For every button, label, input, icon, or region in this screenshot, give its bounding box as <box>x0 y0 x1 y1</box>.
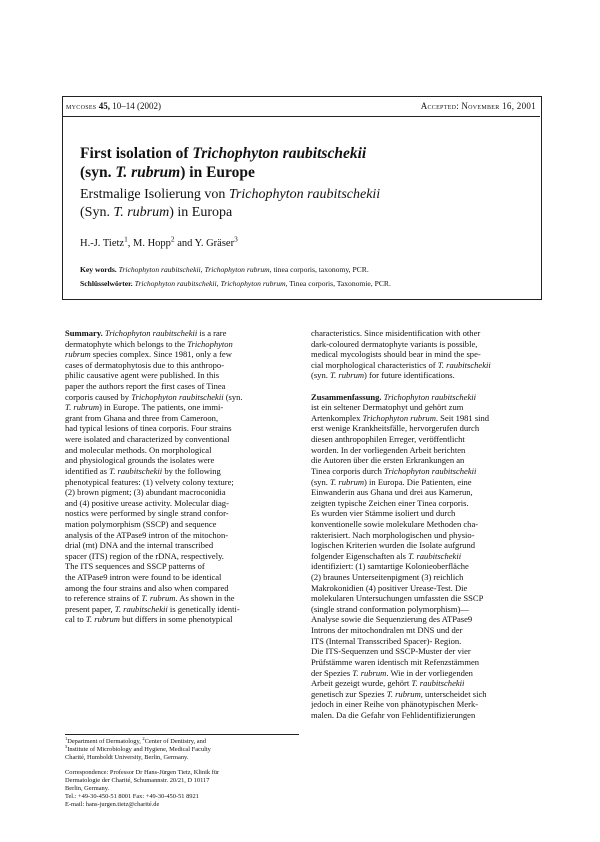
title-german <box>80 186 520 222</box>
text-line <box>311 689 537 700</box>
text-run: Artenkomplex <box>311 412 363 423</box>
text-line <box>311 392 537 403</box>
text-run: Tinea corporis durch <box>311 465 385 476</box>
text-run: ) in Europa. Die Patienten, eine <box>364 476 472 487</box>
text-run: . Wie in der vorliegenden <box>386 667 473 678</box>
text-line: erst wenige Krankheitsfälle, hervorgerufen durch <box>311 423 480 434</box>
summary-column <box>65 328 299 625</box>
text-line: Introns der mitochondralen mt DNS und der <box>311 625 463 636</box>
title-en-prefix: First isolation of <box>80 145 189 162</box>
species-name: T. rubrum <box>386 688 421 699</box>
title-de-syn-close: ) in Europa <box>169 205 233 220</box>
text-run: species complex. Since 1981, only a few <box>90 349 232 360</box>
journal-name: mycoses <box>66 101 97 111</box>
text-run: by the following <box>162 465 221 476</box>
text-run: . Seit 1981 sind <box>435 412 490 423</box>
text-line: The ITS sequences and SSCP patterns of <box>65 561 205 572</box>
text-line <box>65 328 299 339</box>
title-de-species: Trichophyton raubitschekii <box>228 187 381 202</box>
text-line: die Autoren über die ersten Erkrankungen an <box>311 455 465 466</box>
text-run: (syn. <box>311 370 330 381</box>
text-line <box>65 349 299 360</box>
text-line: konventionelle sowie molekulare Methoden cha- <box>311 518 479 529</box>
text-line <box>65 339 299 350</box>
species-name: T. rubrum <box>141 593 176 604</box>
text-run: , unterscheidet sich <box>420 688 487 699</box>
schluesselwoerter-label: Schlüsselwörter. <box>80 279 133 288</box>
affil-mark: 1 <box>65 735 68 741</box>
summary-label: Summary. <box>65 328 103 338</box>
keywords-english <box>80 265 520 275</box>
author-graser: and Y. Gräser <box>174 238 235 249</box>
text-line: logischen Kriterien wurden die Isolate aufgrund <box>311 540 475 551</box>
species-name: T. raubitschekii <box>408 550 462 561</box>
text-line: identifiziert: (1) samtartige Kolonieoberfläche <box>311 561 469 572</box>
species-name: T. rubrum <box>330 476 365 487</box>
text-line: molekularen Untersuchungen umfassten die SSCP <box>311 593 484 604</box>
text-line: the ATPase9 intron were found to be identical <box>65 572 222 583</box>
text-line: and molecular methods. On morphological <box>65 444 212 455</box>
text-line: (single strand conformation polymorphism)— <box>311 603 469 614</box>
text-line: Einwanderin aus Ghana und drei aus Kamerun, <box>311 487 473 498</box>
text-line <box>65 614 299 625</box>
text-run: but differs in some phenotypical <box>119 614 233 625</box>
accepted-date-line <box>421 101 536 111</box>
species-name: Trichophyton raubitschekii <box>104 328 198 338</box>
affiliation-text: Center of Dentistry, and <box>144 738 207 745</box>
affiliation-footnote <box>65 735 299 762</box>
text-run: genetisch zur Spezies <box>311 688 387 699</box>
text-run: corporis caused by <box>65 391 132 402</box>
text-line: and physiological grounds the isolates were <box>65 455 215 466</box>
correspondence-line: Correspondence: Professor Dr Hans-Jürgen Tietz, Klinik für <box>65 769 220 776</box>
species-name: T. rubrum <box>65 402 100 413</box>
text-run: (syn. <box>223 391 243 402</box>
text-run: folgender Eigenschaften als <box>311 550 409 561</box>
text-line: had typical lesions of tinea corporis. Four strains <box>65 423 232 434</box>
text-line <box>65 402 299 413</box>
title-de-syn-open: (Syn. <box>80 205 110 220</box>
keyword-separator: , <box>216 279 221 288</box>
text-line: ist ein seltener Dermatophyt und gehört zum <box>311 402 464 413</box>
text-run: Arbeit gezeigt wurde, gehört <box>311 678 412 689</box>
species-name: Trichophyton raubitschekii <box>383 391 477 402</box>
title-en-syn-open: (syn. <box>80 164 112 181</box>
text-line <box>311 551 537 562</box>
text-line: were isolated and characterized by conventional <box>65 434 230 445</box>
species-name: rubrum <box>65 349 91 360</box>
species-name: T. raubitschekii <box>411 678 465 689</box>
text-run: cial morphological characteristics of <box>311 359 438 370</box>
title-de-syn-species: T. rubrum <box>113 205 170 220</box>
text-line: characteristics. Since misidentification with other <box>311 328 481 338</box>
title-en-syn-close: ) in Europe <box>180 164 255 181</box>
text-line <box>65 593 299 604</box>
text-line: jedoch in einer Reihe von phänotypischen Merk- <box>311 699 479 710</box>
text-line: paper the authors report the first cases of Tinea <box>65 381 226 392</box>
text-run: ) for future identifications. <box>364 370 455 381</box>
species-name: T. raubitschekii <box>437 359 491 370</box>
keyword-term: Trichophyton rubrum <box>220 279 286 288</box>
keyword-rest: , tinea corporis, taxonomy, PCR. <box>269 265 369 274</box>
text-run: present paper, <box>65 603 115 614</box>
text-line: dark-coloured dermatophyte variants is possible, <box>311 338 478 349</box>
species-name: Trichophyton rubrum <box>362 412 436 423</box>
text-run: cal to <box>65 614 86 625</box>
affiliation-text: Charité, Humboldt University, Berlin, Germany. <box>65 754 189 762</box>
text-line <box>311 370 537 381</box>
author-affil-mark: 3 <box>234 234 238 244</box>
text-line <box>311 678 537 689</box>
text-line <box>311 466 537 477</box>
text-line: and (4) positive urease activity. Molecular diag- <box>65 497 229 508</box>
text-line <box>65 604 299 615</box>
phone-fax-line: Tel.: +49-30-450-51 8001 Fax: +49-30-450-51 8921 <box>65 793 199 801</box>
text-run: identified as <box>65 465 110 476</box>
header-divider <box>62 116 540 117</box>
accepted-label: Accepted: <box>420 101 460 111</box>
keyword-separator: , <box>200 265 205 274</box>
author-list <box>80 234 238 249</box>
affil-mark: 3 <box>65 743 68 749</box>
text-line: Es wurden vier Stämme isoliert und durch <box>311 508 456 519</box>
title-de-prefix: Erstmalige Isolierung von <box>80 187 226 202</box>
title-english <box>80 144 520 182</box>
text-line: Die ITS-Sequenzen und SSCP-Muster der vier <box>311 646 471 657</box>
text-line: rakterisiert. Nach morphologischen und physio- <box>311 529 475 540</box>
text-line: ITS (Internal Transscribed Spacer)- Region. <box>311 635 462 646</box>
author-hopp: , M. Hopp <box>127 238 171 249</box>
text-run: . As shown in the <box>175 593 235 604</box>
text-line: malen. Da die Gefahr von Fehlidentifizierungen <box>311 709 476 720</box>
text-line: Analyse sowie die Sequenzierung des ATPase9 <box>311 614 473 625</box>
affiliation-text: Institute of Microbiology and Hygiene, Medical Faculty <box>67 746 211 754</box>
text-line: drial (mt) DNA and the internal transcribed <box>65 540 214 551</box>
affil-mark: 2 <box>142 735 145 741</box>
paragraph-gap <box>311 381 537 392</box>
text-run: is a rare <box>197 328 227 338</box>
text-line <box>311 360 537 371</box>
journal-pages: 10–14 (2002) <box>112 101 161 111</box>
zusammenfassung-label: Zusammenfassung. <box>311 391 382 402</box>
species-name: T. rubrum <box>330 370 365 381</box>
text-line <box>311 413 537 424</box>
text-line <box>65 392 299 403</box>
text-line: zeigten typische Zeichen einer Tinea corporis. <box>311 497 469 508</box>
author-affil-mark: 1 <box>124 234 128 244</box>
text-line: worden. In der vorliegenden Arbeit berichten <box>311 444 466 455</box>
text-line: (2) brown pigment; (3) abundant macroconidia <box>65 487 226 498</box>
text-line: spacer (ITS) region of the rDNA, respectively. <box>65 550 224 561</box>
footnote-divider <box>65 734 299 735</box>
species-name: T. raubitschekii <box>109 465 163 476</box>
affiliation-text: Department of Dermatology, <box>67 738 143 745</box>
keywords-label: Key words. <box>80 265 117 274</box>
text-line: Prüfstämme waren identisch mit Refenzstämmen <box>311 656 480 667</box>
species-name: T. raubitschekii <box>114 603 168 614</box>
text-line: nostics were performed by single strand confor- <box>65 508 229 519</box>
text-line: medical mycologists should bear in mind the spe- <box>311 349 481 360</box>
text-line: analysis of the ATPase9 intron of the mitochon- <box>65 529 229 540</box>
text-run: der Spezies <box>311 667 353 678</box>
zusammenfassung-column <box>311 328 537 721</box>
text-line: (2) braunes Unterseitenpigment (3) reichlich <box>311 572 464 583</box>
keyword-term: Trichophyton raubitschekii <box>134 279 217 288</box>
keyword-term: Trichophyton rubrum <box>204 265 270 274</box>
species-name: T. rubrum <box>85 614 120 625</box>
email-link[interactable]: E-mail: hans-jurgen.tietz@charité.de <box>65 801 160 809</box>
correspondence-line: Dermatologie der Charité, Schumannstr. 20/21, D 10117 <box>65 777 210 785</box>
text-line: diesen anthropophilen Erreger, veröffentlicht <box>311 434 465 445</box>
title-en-species: Trichophyton raubitschekii <box>192 145 367 162</box>
text-line: Makrokonidien (4) positiver Urease-Test. Die <box>311 582 468 593</box>
journal-volume: 45, <box>98 101 110 111</box>
author-tietz: H.-J. Tietz <box>80 238 125 249</box>
author-affil-mark: 2 <box>170 234 175 244</box>
species-name: T. rubrum <box>352 667 387 678</box>
text-run: dermatophyte which belongs to the <box>65 338 188 349</box>
text-line: philic causative agent were published. In this <box>65 370 220 381</box>
species-name: Trichophyton raubitschekii <box>131 391 224 402</box>
keyword-term: Trichophyton raubitschekii <box>118 265 201 274</box>
text-line <box>311 668 537 679</box>
correspondence-line: Berlin, Germany. <box>65 785 110 793</box>
text-line <box>311 477 537 488</box>
text-line: cases of dermatophytosis due to this anthropo- <box>65 359 225 370</box>
correspondence-footnote <box>65 769 299 809</box>
journal-citation <box>66 101 161 111</box>
text-line: among the four strains and also when compared <box>65 582 229 593</box>
species-name: Trichophyton <box>187 338 233 349</box>
text-line: phenotypical features: (1) velvety colony texture; <box>65 476 234 487</box>
text-line: mation polymorphism (SSCP) and sequence <box>65 518 217 529</box>
text-run: (syn. <box>311 476 330 487</box>
species-name: Trichophyton raubitschekii <box>384 465 477 476</box>
text-line <box>65 466 299 477</box>
text-run: to reference strains of <box>65 593 142 604</box>
accepted-date: November 16, 2001 <box>461 101 536 111</box>
text-line: grant from Ghana and three from Cameroon, <box>65 412 219 423</box>
text-run: is genetically identi- <box>167 603 240 614</box>
title-en-syn-species: T. rubrum <box>115 164 181 181</box>
keywords-german <box>80 279 520 289</box>
keyword-rest: , Tinea corporis, Taxonomie, PCR. <box>285 279 391 288</box>
text-run: ) in Europe. The patients, one immi- <box>99 402 224 413</box>
